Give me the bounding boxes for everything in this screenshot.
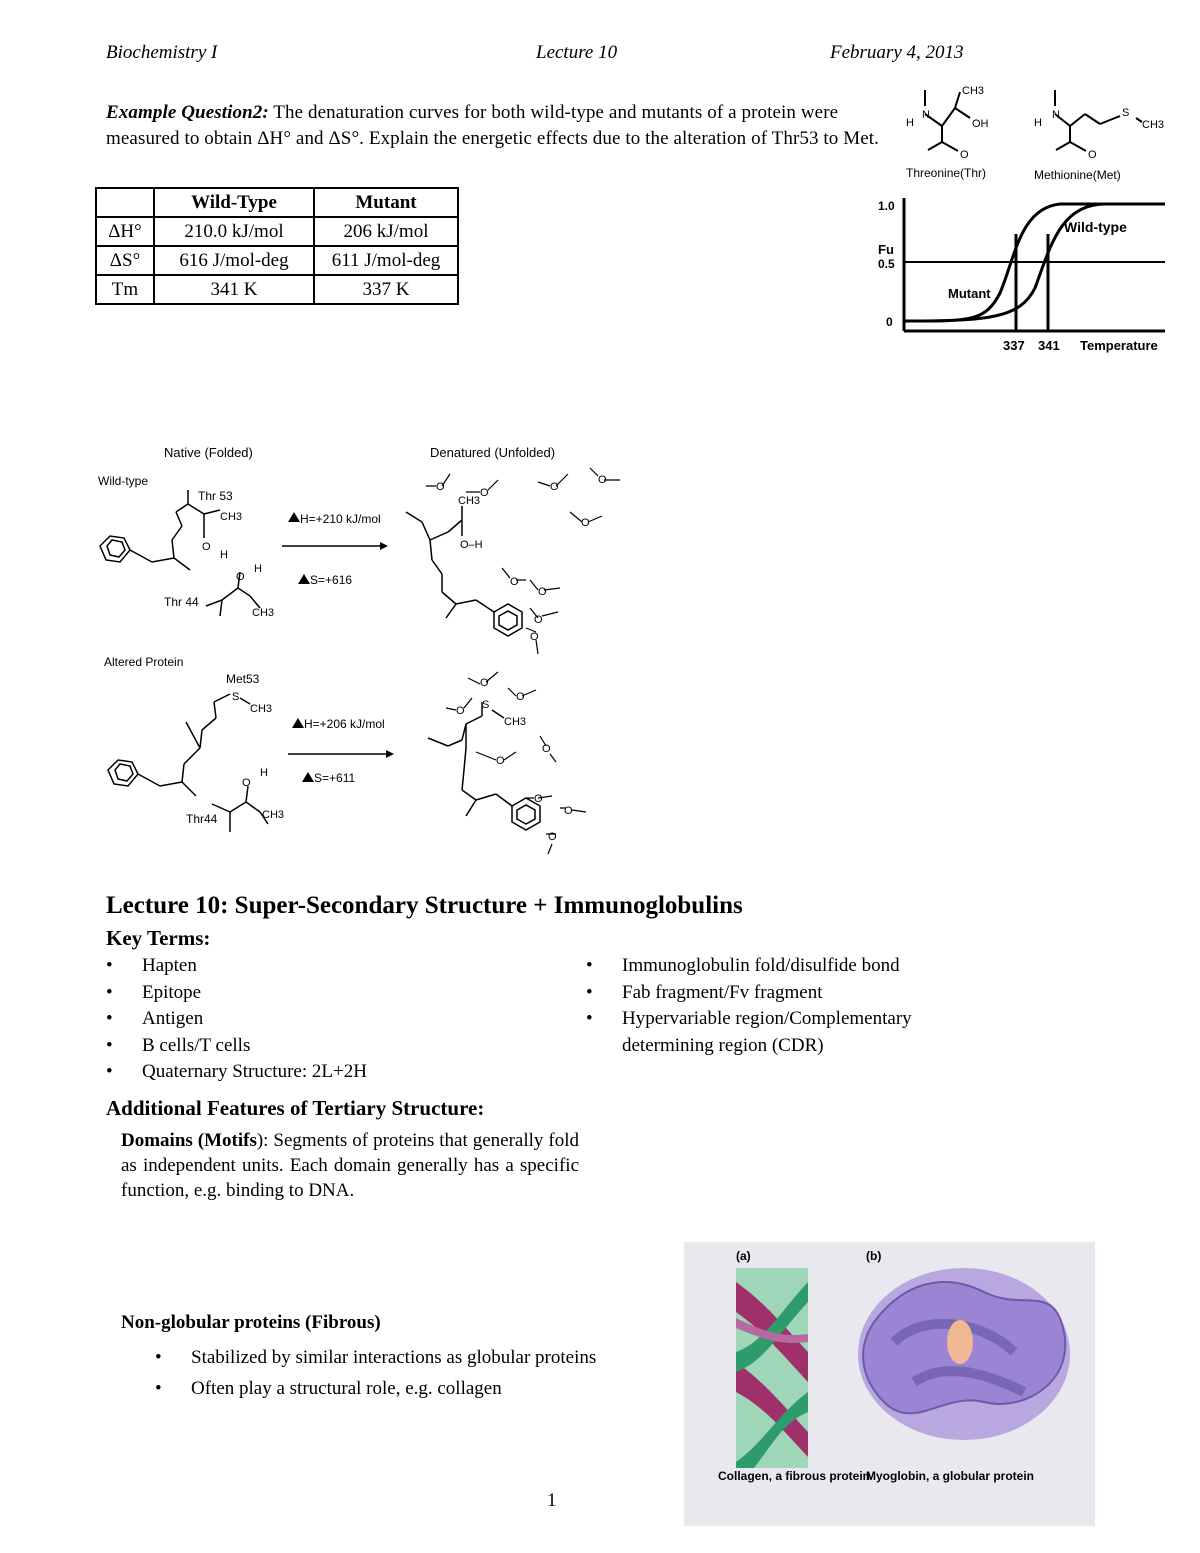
additional-features-heading: Additional Features of Tertiary Structure: (106, 1096, 485, 1120)
table-cell: 206 kJ/mol (314, 217, 458, 246)
thr-n-label: N (922, 109, 930, 121)
question-label: Example Question2: (106, 102, 269, 123)
mut-unf-s-label: S (482, 699, 490, 711)
mut-ch3-label: CH3 (250, 703, 273, 715)
met-h-label: H (1034, 117, 1042, 129)
wt-o2-label: O (236, 571, 245, 583)
mut-unf-ch3-label: CH3 (504, 716, 527, 728)
list-item: • Epitope (106, 980, 367, 1007)
wt-ch3-label: CH3 (220, 511, 243, 523)
plot-ylabel: Fu (878, 242, 894, 257)
wt-ds-label: S=+616 (310, 573, 353, 587)
water-o: O (480, 487, 489, 499)
table-cell: ΔH° (96, 217, 154, 246)
plot-xtick: 337 (1003, 338, 1025, 353)
header-course: Biochemistry I (106, 42, 218, 63)
thr53-label: Thr 53 (198, 489, 233, 503)
list-item: • Hapten (106, 953, 367, 980)
water-o: O (581, 517, 590, 529)
table-cell: 341 K (154, 275, 314, 304)
page-number: 1 (547, 1490, 557, 1511)
wildtype-legend: Wild-type (1064, 219, 1127, 235)
list-item: • Antigen (106, 1006, 367, 1033)
table-cell: 611 J/mol-deg (314, 246, 458, 275)
thr44-label: Thr 44 (164, 595, 199, 609)
water-o: O (598, 474, 607, 486)
plot-xtick: 341 (1038, 338, 1060, 353)
plot-ytick: 0.5 (878, 257, 895, 271)
key-terms-right (586, 953, 966, 1059)
header-date: February 4, 2013 (830, 42, 964, 63)
list-item: • Quaternary Structure: 2L+2H (106, 1059, 367, 1086)
key-terms-heading: Key Terms: (106, 926, 211, 950)
water-o: O (534, 614, 543, 626)
myoglobin-caption: Myoglobin, a globular protein (866, 1469, 1034, 1483)
table-cell: 337 K (314, 275, 458, 304)
wt-arrowhead (380, 542, 388, 550)
methionine-caption: Methionine(Met) (1034, 168, 1121, 182)
table-header-cell: Mutant (314, 188, 458, 217)
met-o-label: O (1088, 149, 1097, 161)
water-o: O (496, 755, 505, 767)
list-item: • Fab fragment/Fv fragment (586, 980, 966, 1007)
plot-xlabel: Temperature (1080, 338, 1158, 353)
mut-o-label: O (242, 777, 251, 789)
plot-ytick: 0 (886, 315, 893, 329)
domains-text: ): Segments of proteins that generally fold as independent units. Each domain generally has a specific function, e.g. binding to DNA. (121, 1130, 579, 1201)
table-cell: Tm (96, 275, 154, 304)
thr-h-label: H (906, 117, 914, 129)
water-o: O (436, 481, 445, 493)
mut-dh-label: H=+206 kJ/mol (304, 717, 385, 731)
mut-arrowhead (386, 750, 394, 758)
list-item: • Stabilized by similar interactions as globular proteins (155, 1342, 596, 1373)
table-cell: 616 J/mol-deg (154, 246, 314, 275)
water-o: O (564, 805, 573, 817)
lecture-title: Lecture 10: Super-Secondary Structure + Immunoglobulins (106, 892, 743, 919)
table-row (96, 275, 458, 304)
water-o: O (456, 705, 465, 717)
water-o: O (542, 743, 551, 755)
water-o: O (548, 831, 557, 843)
figure-label-a: (a) (736, 1249, 751, 1263)
water-o: O (534, 793, 543, 805)
altered-label: Altered Protein (104, 655, 184, 669)
delta-icon (302, 772, 314, 782)
mut-s-label: S (232, 691, 240, 703)
thermo-table (95, 187, 459, 305)
native-label: Native (Folded) (164, 445, 253, 460)
thr44b-label: Thr44 (186, 812, 218, 826)
delta-icon (298, 574, 310, 584)
key-terms-left (106, 953, 367, 1086)
header-lecture: Lecture 10 (536, 42, 618, 63)
wt-unf-ch3-label: CH3 (458, 495, 481, 507)
water-o: O (530, 631, 539, 643)
collagen-caption: Collagen, a fibrous protein (718, 1469, 871, 1483)
table-row (96, 246, 458, 275)
domains-label: Domains (Motifs (121, 1130, 257, 1151)
denatured-label: Denatured (Unfolded) (430, 445, 556, 460)
water-molecules (426, 468, 620, 654)
wt-h2-label: H (254, 563, 262, 575)
nonglobular-heading: Non-globular proteins (Fibrous) (121, 1312, 381, 1333)
table-row (96, 217, 458, 246)
wt-ch3b-label: CH3 (252, 607, 275, 619)
water-o: O (480, 677, 489, 689)
myoglobin-image (858, 1268, 1070, 1440)
methionine-structure (1055, 90, 1142, 151)
list-item: • B cells/T cells (106, 1033, 367, 1060)
table-cell: ΔS° (96, 246, 154, 275)
protein-figure (684, 1242, 1095, 1526)
denaturation-plot (878, 198, 1165, 353)
table-header-cell (96, 188, 154, 217)
met-ch3-label: CH3 (1142, 119, 1165, 131)
mut-ds-label: S=+611 (314, 771, 356, 785)
table-header-cell: Wild-Type (154, 188, 314, 217)
threonine-structure (925, 90, 970, 151)
met53-label: Met53 (226, 672, 260, 686)
thr-o-label: O (960, 149, 969, 161)
example-question (106, 100, 896, 152)
structures-and-plot (880, 78, 1190, 363)
table-header-row (96, 188, 458, 217)
threonine-caption: Threonine(Thr) (906, 166, 987, 180)
list-item: • Immunoglobulin fold/disulfide bond (586, 953, 966, 980)
list-item: • Often play a structural role, e.g. collagen (155, 1373, 596, 1404)
thr-ch3-label: CH3 (962, 85, 985, 97)
wt-o-label: O (202, 541, 211, 553)
table-cell: 210.0 kJ/mol (154, 217, 314, 246)
denaturation-scheme (90, 440, 650, 860)
met-n-label: N (1052, 109, 1060, 121)
mut-ch3b-label: CH3 (262, 809, 285, 821)
list-item: • Hypervariable region/Complementary determining region (CDR) (586, 1006, 966, 1059)
wildtype-label: Wild-type (98, 474, 149, 488)
wt-unf-oh-label: O–H (460, 539, 483, 551)
figure-label-b: (b) (866, 1249, 882, 1263)
wt-dh-label: H=+210 kJ/mol (300, 512, 381, 526)
delta-icon (288, 512, 300, 522)
wt-h-label: H (220, 549, 228, 561)
water-o: O (538, 586, 547, 598)
water-o: O (550, 481, 559, 493)
question-text: The denaturation curves for both wild-type and mutants of a protein were measured to obtain ΔH° and ΔS°. Explain the energetic effects due to the alteration of Thr53 to Met. (106, 102, 880, 149)
plot-ytick: 1.0 (878, 199, 895, 213)
nonglobular-list (155, 1342, 596, 1404)
water-o: O (516, 691, 525, 703)
mut-h-label: H (260, 767, 268, 779)
collagen-helix-image (736, 1268, 808, 1468)
water-o: O (510, 576, 519, 588)
mutant-legend: Mutant (948, 286, 991, 301)
delta-icon (292, 718, 304, 728)
met-s-label: S (1122, 107, 1130, 119)
thr-oh-label: OH (972, 118, 989, 130)
domains-paragraph (121, 1128, 579, 1203)
